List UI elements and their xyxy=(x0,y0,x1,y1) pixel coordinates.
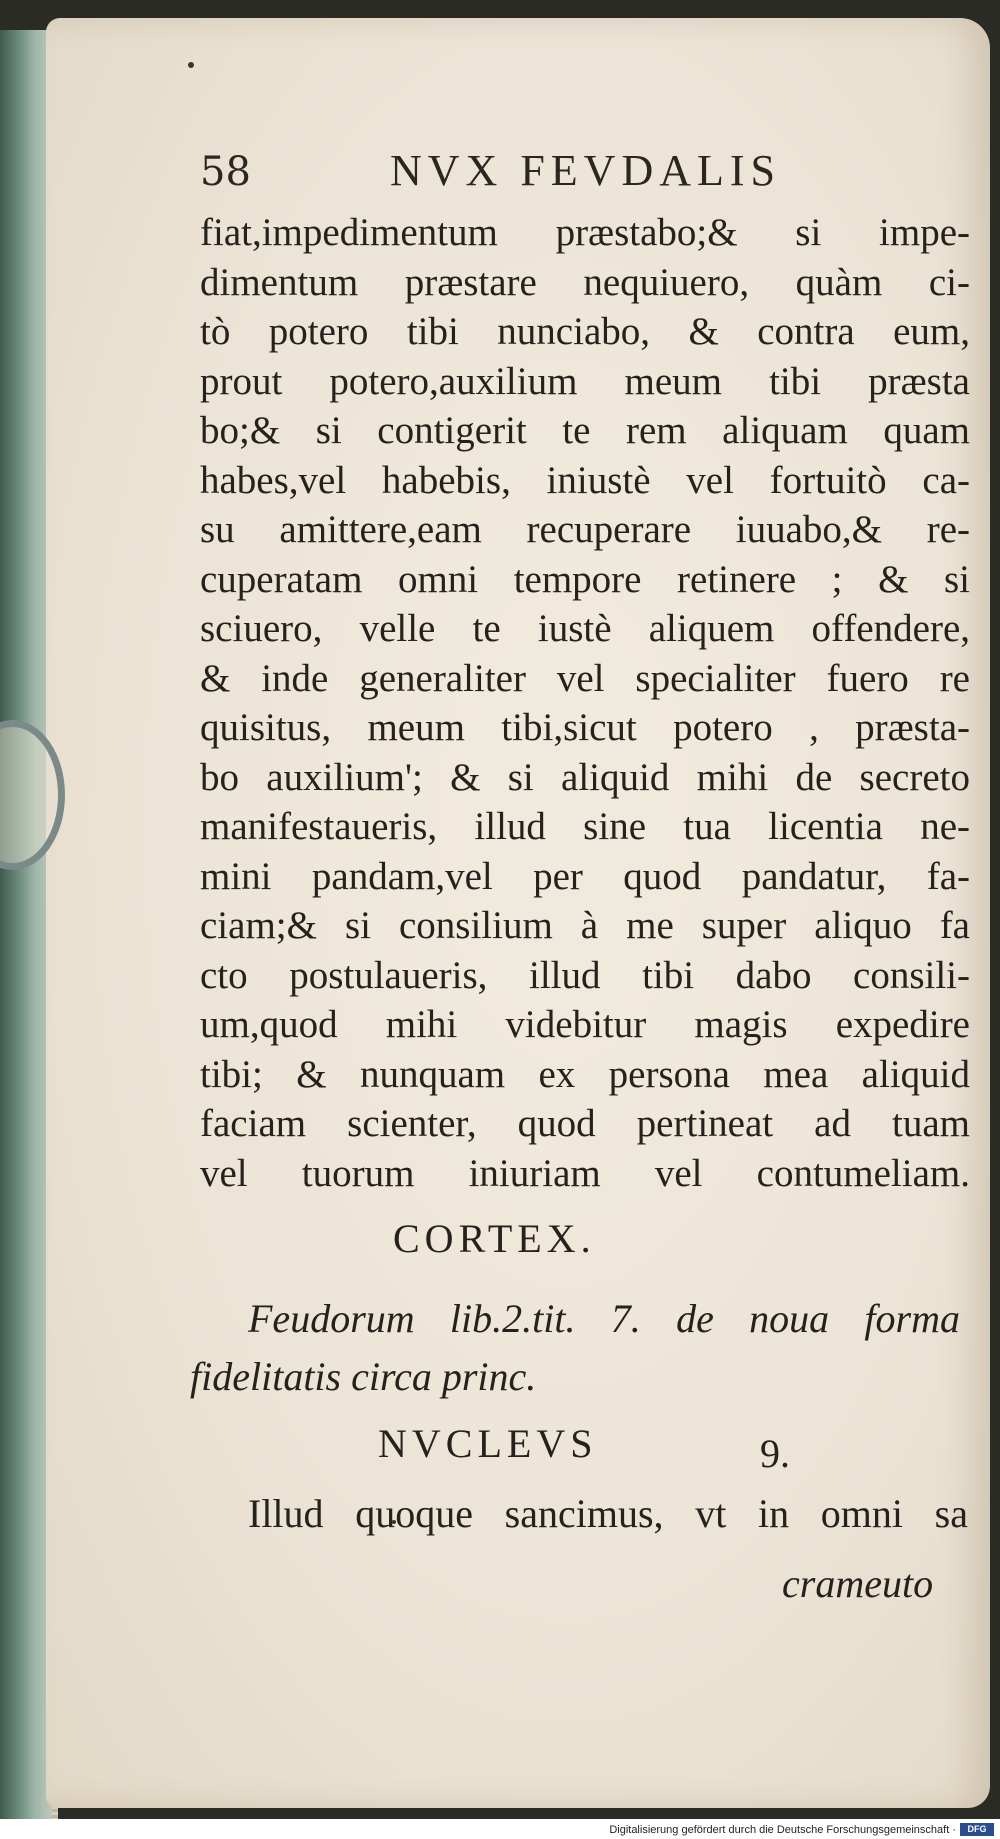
footer-bar xyxy=(0,1819,1000,1839)
text-line: & inde generaliter vel specialiter fuero re xyxy=(200,656,970,700)
ink-speck xyxy=(188,62,194,68)
text-line: cuperatam omni tempore retinere ; & si xyxy=(200,557,970,601)
text-line: mini pandam,vel per quod pandatur, fa- xyxy=(200,854,970,898)
text-line: ciam;& si consilium à me super aliquo fa xyxy=(200,904,970,947)
text-line: faciam scienter, quod pertineat ad tuam xyxy=(200,1102,970,1145)
text-line: bo auxilium'; & si aliquid mihi de secreto xyxy=(200,755,970,799)
text-line: su amittere,eam recuperare iuuabo,& re- xyxy=(200,508,970,551)
cortex-text xyxy=(190,1290,960,1406)
text-line: prout potero,auxilium meum tibi præsta xyxy=(200,359,970,403)
page-header xyxy=(200,145,960,205)
footer-credit: Digitalisierung gefördert durch die Deutsche Forschungsgemeinschaft · xyxy=(609,1824,956,1836)
dfg-logo: DFG xyxy=(960,1823,994,1836)
text-line: quisitus, meum tibi,sicut potero , præsta- xyxy=(200,706,970,749)
text-line: um,quod mihi videbitur magis expedire xyxy=(200,1003,970,1046)
cortex-line: fidelitatis circa princ. xyxy=(190,1354,537,1399)
text-line: manifestaueris, illud sine tua licentia ne- xyxy=(200,805,970,848)
body-text xyxy=(200,208,970,1198)
nucleus-number: 9. xyxy=(760,1431,790,1476)
text-line: tibi; & nunquam ex persona mea aliquid xyxy=(200,1052,970,1096)
nucleus-heading: NVCLEVS xyxy=(378,1421,598,1466)
nucleus-text: Illud quoque sancimus, vt in omni sa xyxy=(248,1491,968,1536)
cortex-heading: CORTEX. xyxy=(393,1216,596,1261)
text-line: cto postulaueris, illud tibi dabo consili- xyxy=(200,953,970,997)
page-number: 58 xyxy=(200,149,251,195)
text-line: tò potero tibi nunciabo, & contra eum, xyxy=(200,310,970,353)
text-line: bo;& si contigerit te rem aliquam quam xyxy=(200,409,970,452)
running-head: NVX FEVDALIS xyxy=(390,146,781,195)
text-line: dimentum præstare nequiuero, quàm ci- xyxy=(200,260,970,304)
text-line: sciuero, velle te iustè aliquem offendere, xyxy=(200,607,970,650)
cortex-line: Feudorum lib.2.tit. 7. de noua forma xyxy=(248,1296,960,1341)
text-line: vel tuorum iniuriam vel contumeliam. xyxy=(200,1151,970,1195)
text-line: habes,vel habebis, iniustè vel fortuitò ca- xyxy=(200,458,970,502)
catchword: crameuto xyxy=(782,1561,934,1606)
text-line: fiat,impedimentum præstabo;& si impe- xyxy=(200,211,970,254)
